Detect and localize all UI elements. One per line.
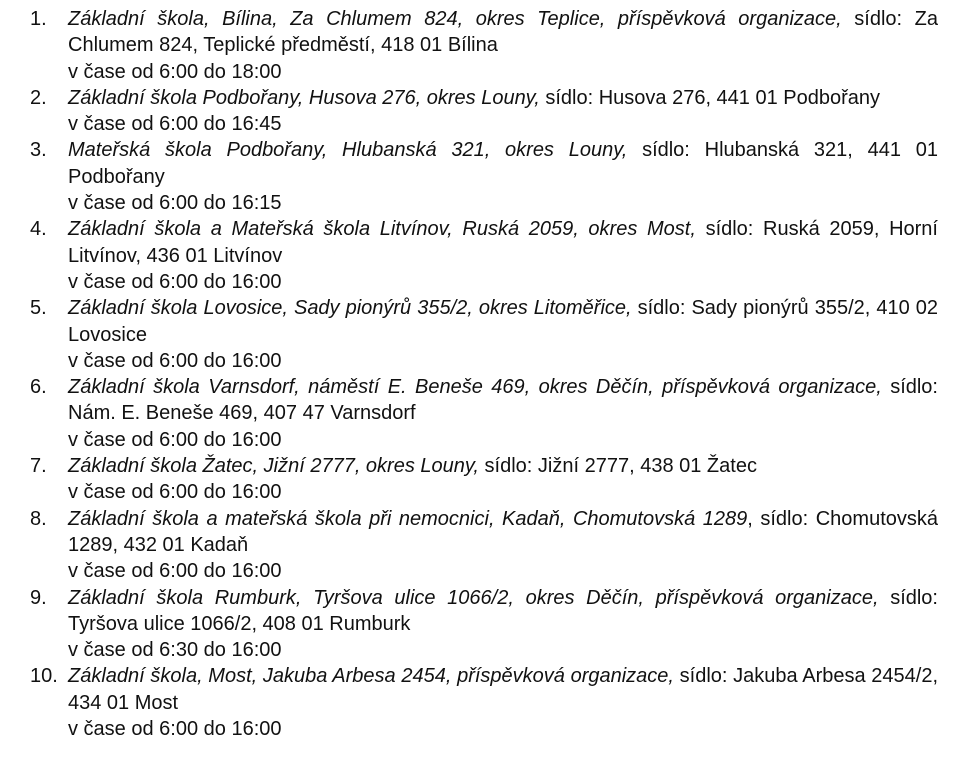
seat-address: Nám. E. Beneše 469, 407 47 Varnsdorf (68, 402, 416, 425)
item-number: 3. (30, 139, 47, 162)
list-item (0, 85, 980, 138)
seat-label: sídlo: (890, 376, 938, 399)
seat-address: Jižní 2777, 438 01 Žatec (537, 455, 757, 478)
school-name: Základní škola Lovosice, Sady pionýrů 355/2, okres Litoměřice, (68, 297, 632, 320)
school-name: Základní škola Žatec, Jižní 2777, okres Louny, (68, 455, 479, 478)
seat-label: sídlo: (642, 139, 690, 162)
item-number: 10. (30, 665, 58, 688)
opening-hours: v čase od 6:00 do 16:00 (68, 428, 282, 451)
opening-hours: v čase od 6:00 do 16:00 (68, 481, 282, 504)
seat-label: sídlo: (637, 297, 686, 320)
list-item (0, 295, 980, 374)
seat-address: Jakuba Arbesa 2454/2, 434 01 Most (68, 665, 939, 714)
school-name: Základní škola a Mateřská škola Litvínov, Ruská 2059, okres Most, (68, 218, 696, 241)
opening-hours: v čase od 6:00 do 16:00 (68, 349, 282, 372)
seat-address: Chomutovská 1289, 432 01 Kadaň (68, 507, 939, 556)
seat-address: Za Chlumem 824, Teplické předměstí, 418 01 Bílina (68, 8, 938, 57)
list-item (0, 374, 980, 453)
school-name: Základní škola Rumburk, Tyršova ulice 1066/2, okres Děčín, příspěvková organizace, (68, 586, 879, 609)
item-number: 8. (30, 507, 47, 530)
school-name: Mateřská škola Podbořany, Hlubanská 321, okres Louny, (68, 139, 628, 162)
list-item (0, 6, 980, 85)
seat-label: sídlo: (890, 586, 938, 609)
list-item (0, 137, 980, 216)
list-item (0, 453, 980, 506)
seat-label: sídlo: (854, 8, 903, 30)
school-name: Základní škola Podbořany, Husova 276, okres Louny, (68, 86, 540, 109)
seat-address: Husova 276, 441 01 Podbořany (598, 86, 881, 109)
item-number: 1. (30, 8, 47, 30)
school-name: Základní škola, Bílina, Za Chlumem 824, okres Teplice, příspěvková organizace, (68, 8, 842, 30)
seat-address: Hlubanská 321, 441 01 Podbořany (68, 139, 939, 188)
list-item (0, 216, 980, 295)
school-name: Základní škola, Most, Jakuba Arbesa 2454, příspěvková organizace, (68, 665, 674, 688)
item-number: 5. (30, 297, 47, 320)
seat-label: sídlo: (679, 665, 728, 688)
list-item (0, 506, 980, 585)
list-item (0, 585, 980, 664)
opening-hours: v čase od 6:00 do 16:00 (68, 560, 282, 583)
item-number: 7. (30, 455, 47, 478)
school-name: Základní škola a mateřská škola při nemocnici, Kadaň, Chomutovská 1289 (68, 507, 748, 530)
seat-address: Sady pionýrů 355/2, 410 02 Lovosice (68, 297, 938, 346)
opening-hours: v čase od 6:00 do 16:00 (68, 718, 282, 741)
item-number: 9. (30, 586, 47, 609)
seat-label: sídlo: (705, 218, 754, 241)
opening-hours: v čase od 6:30 do 16:00 (68, 639, 282, 662)
school-list (0, 6, 980, 742)
seat-label: sídlo: (545, 86, 594, 109)
item-number: 6. (30, 376, 47, 399)
seat-address: Ruská 2059, Horní Litvínov, 436 01 Litvínov (68, 218, 938, 267)
seat-label: sídlo: (484, 455, 533, 478)
item-number: 2. (30, 86, 47, 109)
list-item (0, 663, 980, 742)
item-number: 4. (30, 218, 47, 241)
seat-label: , sídlo: (747, 507, 809, 530)
seat-address: Tyršova ulice 1066/2, 408 01 Rumburk (68, 612, 411, 635)
opening-hours: v čase od 6:00 do 16:15 (68, 192, 282, 215)
opening-hours: v čase od 6:00 do 16:45 (68, 113, 282, 136)
opening-hours: v čase od 6:00 do 18:00 (68, 60, 282, 83)
opening-hours: v čase od 6:00 do 16:00 (68, 270, 282, 293)
school-name: Základní škola Varnsdorf, náměstí E. Beneše 469, okres Děčín, příspěvková organizace, (68, 376, 882, 399)
